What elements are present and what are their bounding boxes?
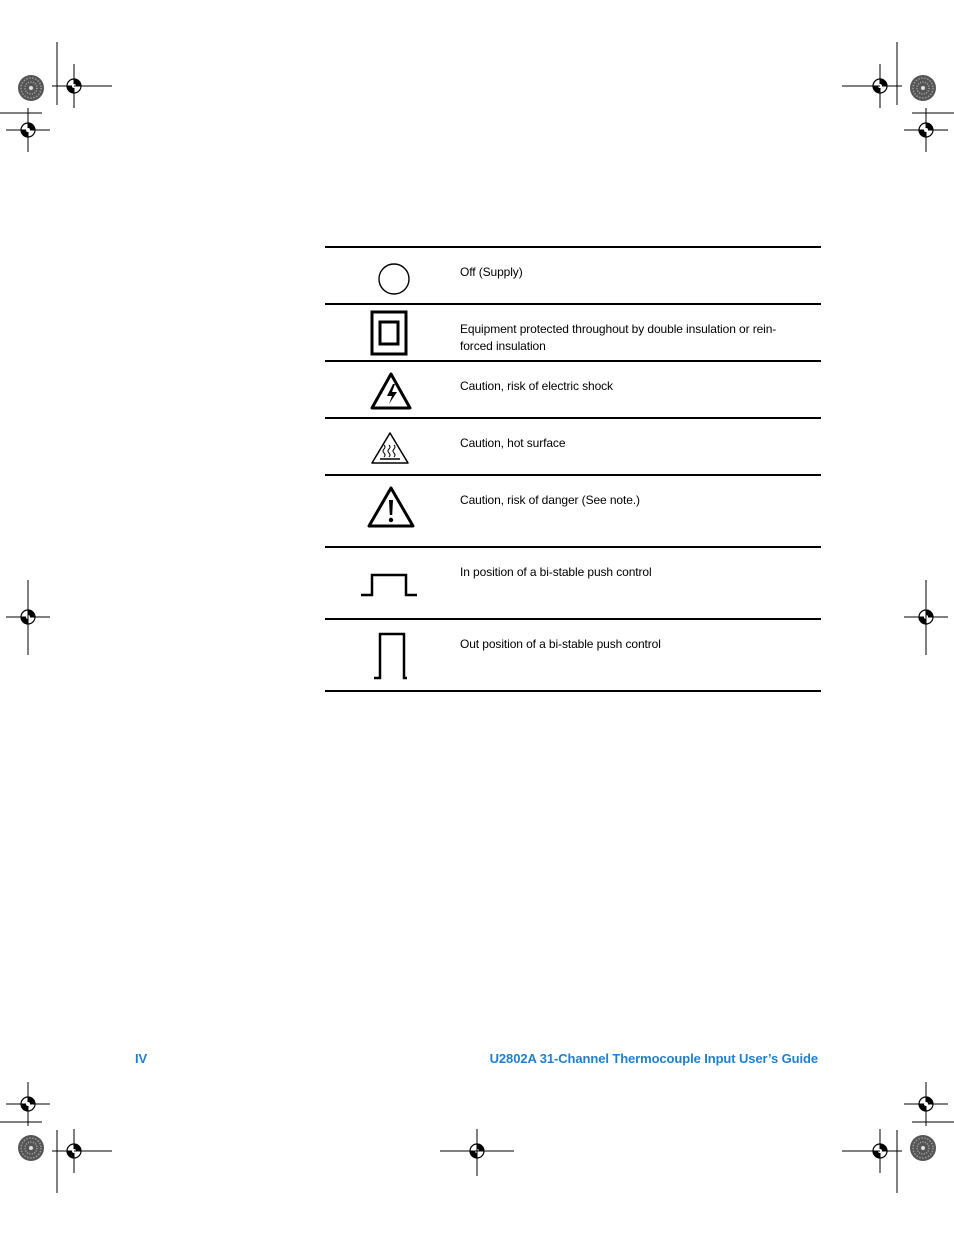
table-row: [325, 476, 821, 546]
symbol-cell: [325, 419, 455, 474]
push-control-out-icon: [372, 632, 412, 680]
table-row: [325, 419, 821, 474]
danger-warning-icon: [366, 485, 416, 529]
table-row: [325, 248, 821, 303]
guide-title: U2802A 31-Channel Thermocouple Input User’s Guide: [489, 1051, 818, 1066]
page-number: IV: [135, 1051, 148, 1066]
symbol-cell: [325, 476, 455, 546]
symbol-description: Equipment protected throughout by double insulation or rein- forced insulation: [460, 322, 777, 353]
symbol-description: Off (Supply): [460, 265, 523, 279]
symbol-description: Caution, risk of danger (See note.): [460, 493, 640, 507]
symbol-cell: [325, 362, 455, 417]
symbol-description: Caution, hot surface: [460, 436, 566, 450]
table-rule: [325, 690, 821, 692]
push-control-in-icon: [361, 572, 421, 598]
table-row: [325, 620, 821, 690]
double-insulation-icon: [370, 310, 410, 356]
symbol-cell: [325, 548, 455, 618]
off-supply-circle-icon: [377, 262, 411, 296]
symbol-cell: [325, 620, 455, 690]
table-row: [325, 548, 821, 618]
symbol-cell: [325, 248, 455, 303]
table-row: [325, 305, 821, 360]
safety-symbols-table: [325, 246, 821, 692]
table-row: [325, 362, 821, 417]
symbol-description: In position of a bi-stable push control: [460, 565, 652, 579]
symbol-description: Caution, risk of electric shock: [460, 379, 613, 393]
symbol-cell: [325, 305, 455, 360]
symbol-description: Out position of a bi-stable push control: [460, 637, 661, 651]
hot-surface-warning-icon: [369, 430, 411, 466]
electric-shock-warning-icon: [369, 371, 413, 411]
